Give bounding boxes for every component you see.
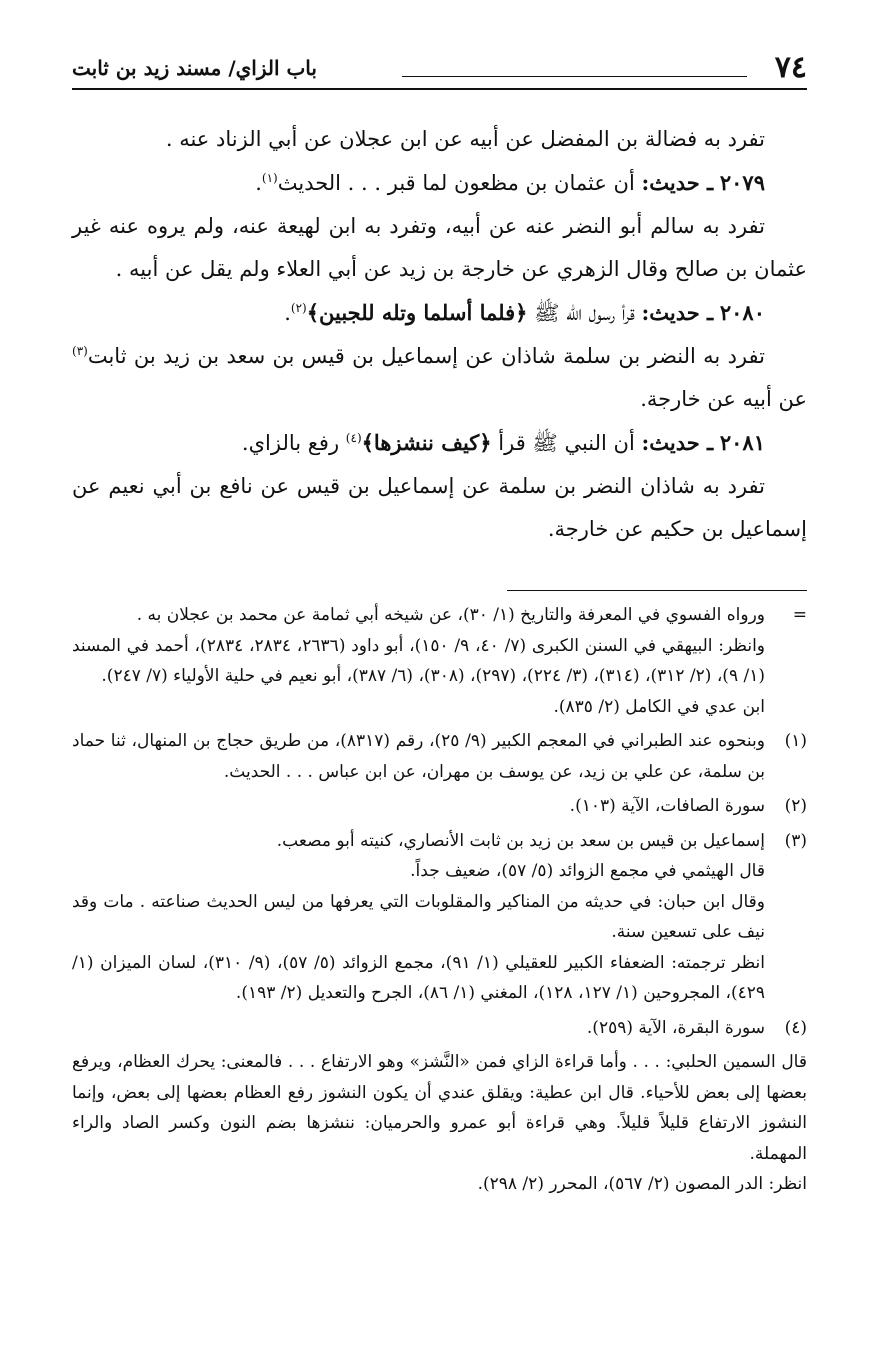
- hadith-label: ـ حديث:: [641, 430, 714, 455]
- header-rule: [72, 88, 807, 90]
- footnote-line: وانظر: البيهقي في السنن الكبرى (٧/ ٤٠، ٩/ ١٥٠)، أبو داود (٢٦٣٦، ٢٨٣٤، ٢٨٣٤)، أحمد في المسند (١/ ٩)، (٢/ ٣١٢)، (٣١٤)، (٣/ ٢٢٤)، (٢٩٧)، (٣٠٨)، (٦/ ٣٨٧)، أبو نعيم في حلية الأولياء (٧/ ٢٤٧).: [72, 635, 766, 686]
- footnote-4: [72, 1013, 807, 1044]
- page-header: [72, 48, 807, 88]
- footnote-mark: (٣): [784, 830, 807, 851]
- hadith-label: ـ حديث:: [641, 170, 714, 195]
- footnote-ref: (٢): [290, 301, 307, 315]
- footnote-ref: (٤): [345, 431, 362, 445]
- footnote-line: قال الهيثمي في مجمع الزوائد (٥/ ٥٧)، ضعيف جداً.: [410, 861, 765, 881]
- hadith-2081: [72, 421, 807, 465]
- footnote-line: انظر: الدر المصون (٢/ ٥٦٧)، المحرر (٢/ ٢٩٨).: [477, 1174, 807, 1194]
- footnote-line: انظر ترجمته: الضعفاء الكبير للعقيلي (١/ ٩١)، مجمع الزوائد (٥/ ٥٧)، (٩/ ٣١٠)، لسان الميزان (١/ ٤٢٩)، المجروحين (١/ ١٢٧، ١٢٨)، المغني (١/ ٨٦)، الجرح والتعديل (٢/ ١٩٣).: [72, 952, 766, 1003]
- hadith-2080: [72, 291, 807, 335]
- page-number: ٧٤: [774, 50, 807, 85]
- footnote-line: وقال ابن حبان: في حديثه من المناكير والمقلوبات التي يعرفها من ليس الحديث صناعته . مات وقد نيف على تسعين سنة.: [72, 891, 765, 942]
- footnote-line: ورواه الفسوي في المعرفة والتاريخ (١/ ٣٠)، عن شيخه أبي ثمامة عن محمد بن عجلان به .: [136, 605, 765, 625]
- footnote-line: ابن عدي في الكامل (٢/ ٨٣٥).: [553, 696, 765, 717]
- paragraph: تفرد به شاذان النضر بن سلمة عن إسماعيل بن قيس عن نافع بن أبي نعيم عن إسماعيل بن حكيم عن خارجة.: [72, 474, 807, 541]
- footnote-3: [72, 826, 807, 1009]
- hadith-label: ـ حديث:: [641, 300, 714, 325]
- hadith-text: أن عثمان بن مظعون لما قبر . . . الحديث: [277, 171, 635, 195]
- paragraph: [72, 335, 807, 421]
- hadith-end: رفع بالزاي.: [241, 431, 346, 455]
- paragraph-text: تفرد به النضر بن سلمة شاذان عن إسماعيل بن قيس بن سعد بن زيد بن ثابت: [87, 344, 765, 368]
- hadith-number: ٢٠٨٠: [719, 300, 765, 325]
- paragraph: تفرد به سالم أبو النضر عنه عن أبيه، وتفرد به ابن لهيعة عنه، ولم يروه عنه غير عثمان بن صالح وقال الزهري عن خارجة بن زيد عن أبي العلاء ولم يقل عن أبيه .: [72, 214, 807, 281]
- footnote-line: قال السمين الحلبي: . . . وأما قراءة الزاي فمن «النَّشز» وهو الارتفاع . . . فالمعنى: يحرك العظام، ويرفع بعضها إلى بعض للأحياء. قال ابن عطية: ويقلق عندي أن يكون النشوز رفع العظام بعضها إلى بعض، وإنما النشوز الارتفاع قليلاً قليلاً. وهي قراءة أبو عمرو والحرميان: ننشزها بضم النون وكسر الصاد والراء المهملة.: [72, 1052, 807, 1164]
- quran-verse: ﴿فلما أسلما وتله للجبين﴾: [306, 300, 528, 325]
- hadith-end: .: [255, 171, 262, 195]
- footnote-2: [72, 791, 807, 822]
- footnote-1: [72, 726, 807, 787]
- hadith-number: ٢٠٧٩: [719, 170, 765, 195]
- footnote-4-commentary: [72, 1047, 807, 1200]
- main-text: [72, 118, 807, 551]
- footnote-text: سورة الصافات، الآية (١٠٣).: [569, 796, 765, 816]
- footnote-mark: (١): [784, 731, 807, 751]
- running-head: باب الزاي/ مسند زيد بن ثابت: [72, 56, 317, 80]
- footnotes: [72, 600, 807, 1200]
- hadith-text: أن النبي ﷺ قرأ: [498, 431, 635, 455]
- footnote-ref: (٣): [72, 344, 88, 358]
- footnote-text: وبنحوه عند الطبراني في المعجم الكبير (٩/ ٢٥)، رقم (٨٣١٧)، من طريق حجاج بن المنهال، ثنا حماد بن سلمة، عن علي بن زيد، عن يوسف بن مهران، عن ابن عباس . . . الحديث.: [72, 731, 765, 782]
- paragraph: تفرد به فضالة بن المفضل عن أبيه عن ابن عجلان عن أبي الزناد عنه .: [165, 127, 765, 151]
- footnote-mark: =: [792, 605, 807, 625]
- hadith-number: ٢٠٨١: [719, 430, 765, 455]
- paragraph-text: عن أبيه عن خارجة.: [640, 387, 807, 411]
- hadith-2079: [72, 161, 807, 205]
- footnote-mark: (٢): [784, 796, 807, 816]
- footnote-continued: [72, 600, 807, 722]
- footnote-ref: (١): [261, 171, 278, 185]
- footnote-line: إسماعيل بن قيس بن سعد بن زيد بن ثابت الأنصاري، كنيته أبو مصعب.: [276, 830, 765, 851]
- hadith-text: قرأ رسول الله ﷺ: [534, 301, 635, 325]
- footnote-line: سورة البقرة، الآية (٢٥٩).: [586, 1017, 765, 1038]
- hadith-end: .: [284, 301, 291, 325]
- footnote-separator: [507, 590, 807, 591]
- quran-verse: ﴿كيف ننشزها﴾: [361, 430, 492, 455]
- footnote-mark: (٤): [784, 1017, 807, 1038]
- header-leader-line: [402, 76, 747, 77]
